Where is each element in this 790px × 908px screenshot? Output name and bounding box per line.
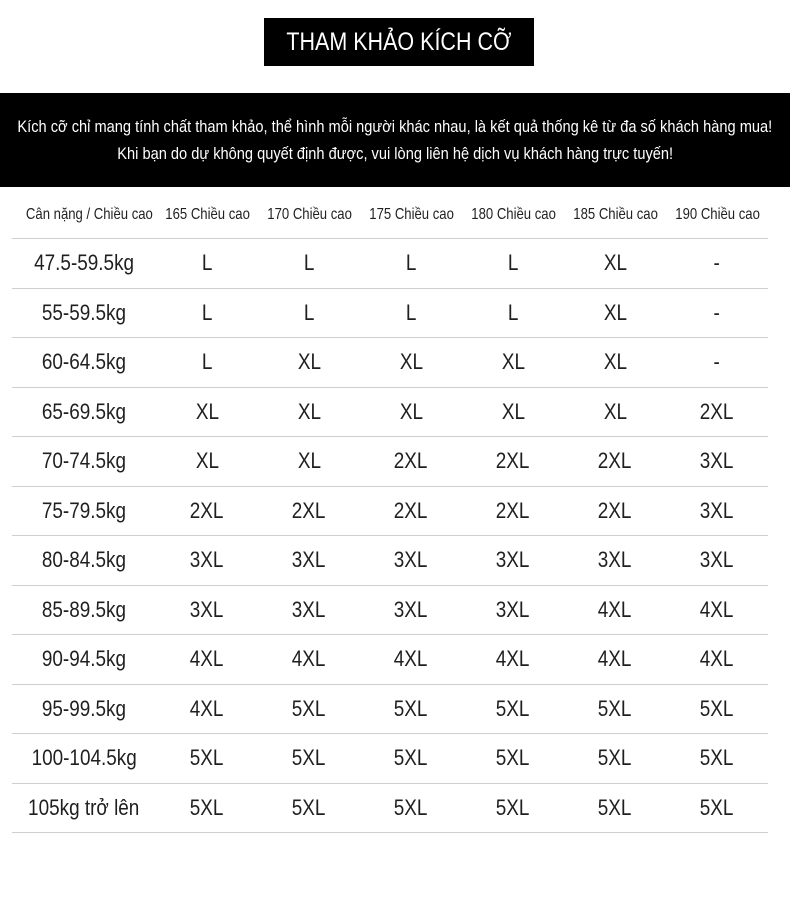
size-cell: 3XL [700,497,734,523]
size-cell: 5XL [598,794,632,820]
size-cell: 2XL [598,448,632,474]
page-title [264,18,534,66]
size-cell: L [405,250,417,276]
size-cell: 4XL [292,646,326,672]
size-cell: L [507,299,519,325]
header-cell: 175 Chiều cao [369,206,454,223]
size-cell: XL [195,448,219,474]
table-row [12,685,768,735]
size-cell: XL [399,398,423,424]
size-cell: 5XL [496,695,530,721]
table-row [12,784,768,834]
size-cell: 5XL [190,794,224,820]
size-cell: XL [195,398,219,424]
weight-cell: 75-79.5kg [41,497,127,523]
size-cell: 2XL [394,497,428,523]
size-cell: L [507,250,519,276]
size-cell: XL [603,250,627,276]
notice-line-1: Kích cỡ chỉ mang tính chất tham khảo, thể hình mỗi người khác nhau, là kết quả thống kê từ đa số khách hàng mua! [17,117,773,136]
size-cell: 5XL [700,745,734,771]
size-cell: 2XL [700,398,734,424]
table-row [12,239,768,289]
table-row [12,289,768,339]
weight-cell: 65-69.5kg [41,398,127,424]
size-cell: - [713,349,721,375]
weight-cell: 47.5-59.5kg [34,250,134,276]
size-cell: XL [297,448,321,474]
size-cell: L [405,299,417,325]
size-cell: 3XL [292,547,326,573]
size-cell: 2XL [496,497,530,523]
size-cell: 3XL [292,596,326,622]
size-cell: XL [297,349,321,375]
header-cell: 180 Chiều cao [471,206,556,223]
size-cell: 3XL [496,547,530,573]
table-row [12,586,768,636]
size-cell: XL [399,349,423,375]
size-cell: 2XL [394,448,428,474]
weight-cell: 95-99.5kg [41,695,127,721]
size-cell: XL [603,398,627,424]
weight-cell: 105kg trở lên [28,794,140,820]
size-cell: XL [297,398,321,424]
size-cell: L [201,349,213,375]
table-row [12,635,768,685]
size-cell: XL [501,349,525,375]
notice-line-2: Khi bạn do dự không quyết định được, vui lòng liên hệ dịch vụ khách hàng trực tuyến! [117,144,673,163]
size-cell: 5XL [292,745,326,771]
size-cell: 4XL [190,646,224,672]
size-cell: XL [603,299,627,325]
size-cell: 5XL [394,794,428,820]
table-header [12,192,768,239]
size-cell: 5XL [700,794,734,820]
size-cell: 4XL [394,646,428,672]
size-cell: 5XL [700,695,734,721]
size-cell: - [713,299,721,325]
size-cell: 4XL [496,646,530,672]
header-cell: 190 Chiều cao [675,206,760,223]
size-cell: 5XL [292,695,326,721]
size-cell: 5XL [190,745,224,771]
size-cell: 5XL [496,794,530,820]
size-cell: - [713,250,721,276]
size-cell: XL [501,398,525,424]
weight-cell: 100-104.5kg [31,745,137,771]
size-cell: 4XL [598,646,632,672]
size-cell: 4XL [700,596,734,622]
size-cell: L [201,250,213,276]
table-row [12,487,768,537]
size-cell: 3XL [394,596,428,622]
weight-cell: 60-64.5kg [41,349,127,375]
size-cell: 2XL [292,497,326,523]
header-cell: 185 Chiều cao [573,206,658,223]
size-cell: 3XL [700,448,734,474]
size-cell: 5XL [598,695,632,721]
header-cell: Cân nặng / Chiều cao [25,206,153,223]
weight-cell: 90-94.5kg [41,646,127,672]
size-cell: 2XL [190,497,224,523]
size-cell: 3XL [598,547,632,573]
size-cell: L [201,299,213,325]
weight-cell: 55-59.5kg [41,299,127,325]
size-cell: 5XL [598,745,632,771]
size-cell: 2XL [496,448,530,474]
size-cell: 3XL [394,547,428,573]
size-cell: L [303,250,315,276]
size-cell: 3XL [190,547,224,573]
weight-cell: 80-84.5kg [41,547,127,573]
size-cell: 2XL [598,497,632,523]
size-cell: 4XL [598,596,632,622]
table-row [12,437,768,487]
table-row [12,388,768,438]
size-cell: 4XL [190,695,224,721]
size-table [12,192,768,833]
size-cell: 3XL [496,596,530,622]
weight-cell: 70-74.5kg [41,448,127,474]
page-title-text: THAM KHẢO KÍCH CỠ [286,27,512,56]
size-cell: 5XL [394,695,428,721]
size-cell: XL [603,349,627,375]
size-cell: 5XL [394,745,428,771]
size-cell: 5XL [496,745,530,771]
header-cell: 165 Chiều cao [165,206,250,223]
header-cell: 170 Chiều cao [267,206,352,223]
table-row [12,536,768,586]
size-cell: 3XL [190,596,224,622]
size-cell: 3XL [700,547,734,573]
size-cell: 4XL [700,646,734,672]
size-cell: L [303,299,315,325]
weight-cell: 85-89.5kg [41,596,127,622]
table-row [12,734,768,784]
notice-banner [0,93,790,187]
size-cell: 5XL [292,794,326,820]
table-body [12,239,768,833]
table-row [12,338,768,388]
